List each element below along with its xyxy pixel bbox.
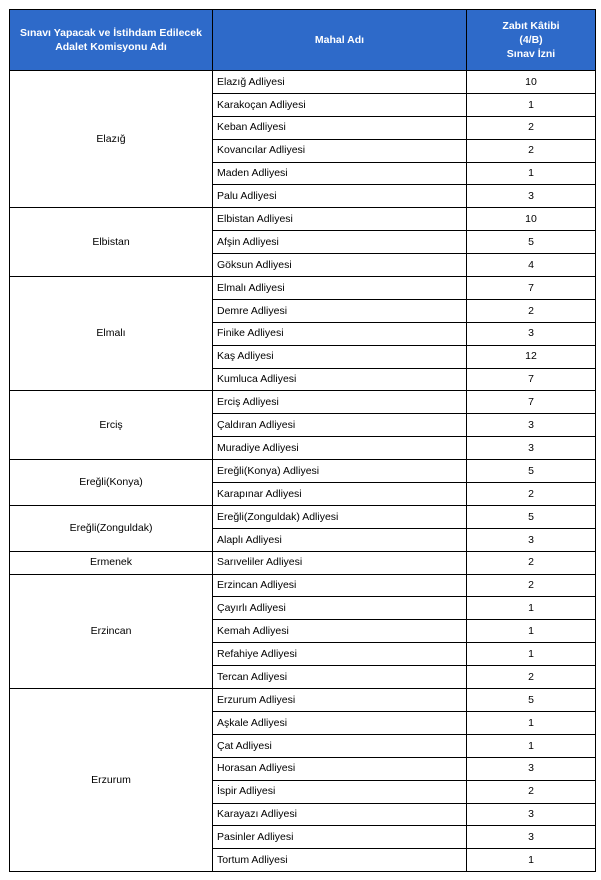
mahal-cell: Sarıveliler Adliyesi	[213, 551, 467, 574]
komisyon-cell: Elazığ	[10, 71, 213, 208]
mahal-cell: Kumluca Adliyesi	[213, 368, 467, 391]
mahal-cell: Ereğli(Konya) Adliyesi	[213, 460, 467, 483]
mahal-cell: Kaş Adliyesi	[213, 345, 467, 368]
commission-table	[9, 9, 596, 872]
table-row	[10, 391, 596, 414]
table-row	[10, 551, 596, 574]
mahal-cell: Erzurum Adliyesi	[213, 689, 467, 712]
header-mahal-label: Mahal Adı	[314, 33, 365, 46]
mahal-cell: Göksun Adliyesi	[213, 254, 467, 277]
komisyon-cell: Erciş	[10, 391, 213, 460]
mahal-cell: Finike Adliyesi	[213, 322, 467, 345]
mahal-cell: Demre Adliyesi	[213, 299, 467, 322]
sinav-izni-cell: 3	[467, 528, 596, 551]
sinav-izni-cell: 2	[467, 116, 596, 139]
mahal-cell: Alaplı Adliyesi	[213, 528, 467, 551]
mahal-cell: Karayazı Adliyesi	[213, 803, 467, 826]
mahal-cell: Erciş Adliyesi	[213, 391, 467, 414]
mahal-cell: Muradiye Adliyesi	[213, 437, 467, 460]
sinav-izni-cell: 3	[467, 437, 596, 460]
header-mahal	[213, 10, 467, 71]
mahal-cell: Pasinler Adliyesi	[213, 826, 467, 849]
sinav-izni-cell: 3	[467, 322, 596, 345]
mahal-cell: Afşin Adliyesi	[213, 231, 467, 254]
header-komisyon	[10, 10, 213, 71]
mahal-cell: Maden Adliyesi	[213, 162, 467, 185]
sinav-izni-cell: 5	[467, 689, 596, 712]
mahal-cell: Palu Adliyesi	[213, 185, 467, 208]
sinav-izni-cell: 2	[467, 666, 596, 689]
table-row	[10, 208, 596, 231]
mahal-cell: Ereğli(Zonguldak) Adliyesi	[213, 505, 467, 528]
sinav-izni-cell: 3	[467, 803, 596, 826]
mahal-cell: Elazığ Adliyesi	[213, 71, 467, 94]
mahal-cell: Çat Adliyesi	[213, 734, 467, 757]
sinav-izni-cell: 1	[467, 597, 596, 620]
sinav-izni-cell: 1	[467, 711, 596, 734]
table-row	[10, 460, 596, 483]
header-izin-line2: (4/B)	[519, 33, 543, 46]
sinav-izni-cell: 5	[467, 505, 596, 528]
header-row	[10, 10, 596, 71]
sinav-izni-cell: 10	[467, 208, 596, 231]
mahal-cell: Aşkale Adliyesi	[213, 711, 467, 734]
sinav-izni-cell: 3	[467, 757, 596, 780]
header-komisyon-line1: Sınavı Yapacak ve İstihdam Edilecek	[20, 26, 202, 39]
sinav-izni-cell: 1	[467, 643, 596, 666]
mahal-cell: Karakoçan Adliyesi	[213, 93, 467, 116]
mahal-cell: Elbistan Adliyesi	[213, 208, 467, 231]
sinav-izni-cell: 1	[467, 734, 596, 757]
mahal-cell: Keban Adliyesi	[213, 116, 467, 139]
sinav-izni-cell: 10	[467, 71, 596, 94]
mahal-cell: Kovancılar Adliyesi	[213, 139, 467, 162]
sinav-izni-cell: 7	[467, 368, 596, 391]
mahal-cell: Tercan Adliyesi	[213, 666, 467, 689]
sinav-izni-cell: 2	[467, 483, 596, 506]
mahal-cell: Refahiye Adliyesi	[213, 643, 467, 666]
header-izin-line1: Zabıt Kâtibi	[502, 19, 560, 32]
header-komisyon-line2: Adalet Komisyonu Adı	[55, 41, 167, 53]
komisyon-cell: Ermenek	[10, 551, 213, 574]
sinav-izni-cell: 7	[467, 277, 596, 300]
mahal-cell: Elmalı Adliyesi	[213, 277, 467, 300]
komisyon-cell: Erzincan	[10, 574, 213, 688]
table-body	[10, 71, 596, 872]
sinav-izni-cell: 2	[467, 299, 596, 322]
mahal-cell: Karapınar Adliyesi	[213, 483, 467, 506]
sinav-izni-cell: 2	[467, 780, 596, 803]
komisyon-cell: Ereğli(Zonguldak)	[10, 505, 213, 551]
komisyon-cell: Elmalı	[10, 277, 213, 391]
sinav-izni-cell: 2	[467, 139, 596, 162]
sinav-izni-cell: 2	[467, 574, 596, 597]
mahal-cell: İspir Adliyesi	[213, 780, 467, 803]
table-row	[10, 71, 596, 94]
sinav-izni-cell: 3	[467, 185, 596, 208]
mahal-cell: Tortum Adliyesi	[213, 849, 467, 872]
sinav-izni-cell: 5	[467, 231, 596, 254]
komisyon-cell: Erzurum	[10, 689, 213, 872]
sinav-izni-cell: 3	[467, 826, 596, 849]
sinav-izni-cell: 2	[467, 551, 596, 574]
table-row	[10, 574, 596, 597]
table-row	[10, 505, 596, 528]
komisyon-cell: Ereğli(Konya)	[10, 460, 213, 506]
komisyon-cell: Elbistan	[10, 208, 213, 277]
sinav-izni-cell: 1	[467, 93, 596, 116]
mahal-cell: Çaldıran Adliyesi	[213, 414, 467, 437]
sinav-izni-cell: 1	[467, 620, 596, 643]
sinav-izni-cell: 7	[467, 391, 596, 414]
mahal-cell: Çayırlı Adliyesi	[213, 597, 467, 620]
sinav-izni-cell: 1	[467, 849, 596, 872]
sinav-izni-cell: 1	[467, 162, 596, 185]
sinav-izni-cell: 4	[467, 254, 596, 277]
table-row	[10, 277, 596, 300]
mahal-cell: Erzincan Adliyesi	[213, 574, 467, 597]
sinav-izni-cell: 12	[467, 345, 596, 368]
sinav-izni-cell: 3	[467, 414, 596, 437]
mahal-cell: Kemah Adliyesi	[213, 620, 467, 643]
sinav-izni-cell: 5	[467, 460, 596, 483]
mahal-cell: Horasan Adliyesi	[213, 757, 467, 780]
table-row	[10, 689, 596, 712]
table-container	[9, 9, 595, 872]
header-izin-line3: Sınav İzni	[506, 48, 556, 61]
header-izin	[467, 10, 596, 71]
